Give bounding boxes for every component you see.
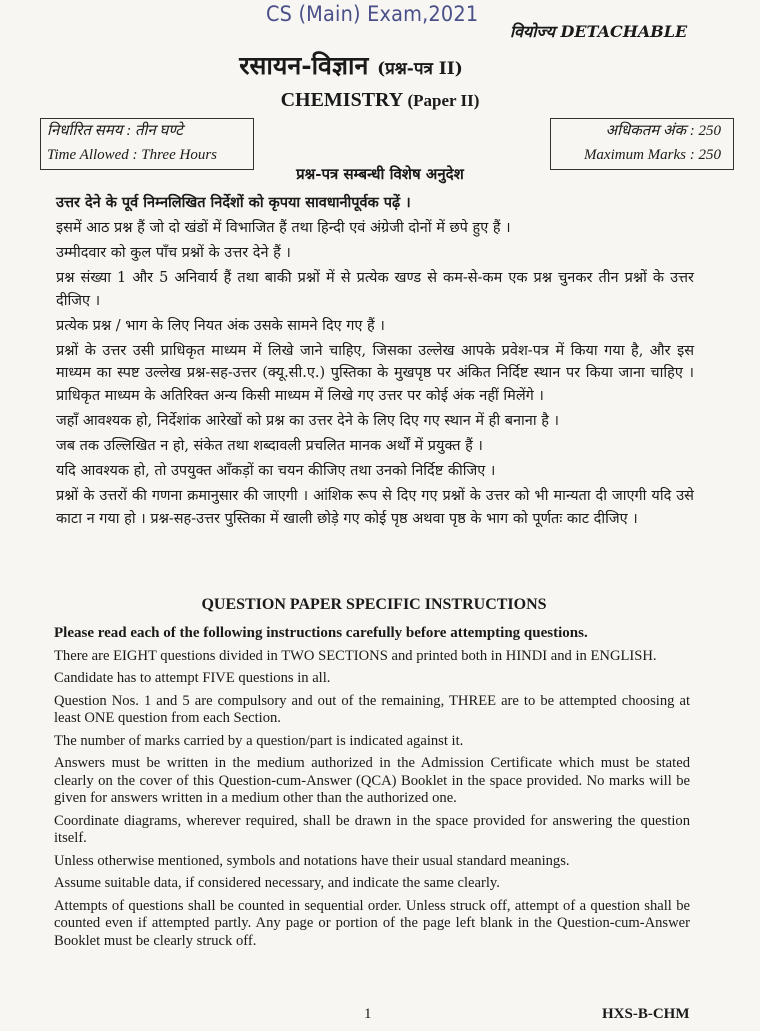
english-instruction: Candidate has to attempt FIVE questions in all.	[54, 670, 331, 687]
english-paper: (Paper II)	[407, 91, 480, 110]
english-instruction: Answers must be written in the medium authorized in the Admission Certificate which must be stated clearly on the cover of this Question-cum-Answer (QCA) Booklet in the space provided. No marks will be given for answers written in a medium other than the authorized one.	[54, 755, 690, 807]
english-title	[0, 89, 760, 112]
time-hindi: निर्धारित समय : तीन घण्टे	[47, 123, 183, 139]
hindi-instruction: यदि आवश्यक हो, तो उपयुक्त आँकड़ों का चयन कीजिए तथा उनको निर्दिष्ट कीजिए ।	[56, 463, 496, 480]
detachable-label: वियोज्य DETACHABLE	[510, 22, 688, 41]
english-instructions-heading: QUESTION PAPER SPECIFIC INSTRUCTIONS	[201, 596, 547, 613]
hindi-instruction: इसमें आठ प्रश्न हैं जो दो खंडों में विभाजित हैं तथा हिन्दी एवं अंग्रेजी दोनों में छपे हुए हैं ।	[56, 220, 511, 237]
marks-english: Maximum Marks : 250	[583, 147, 721, 163]
english-instructions	[54, 625, 690, 955]
hindi-subject: रसायन-विज्ञान	[239, 51, 369, 80]
english-subject: CHEMISTRY	[280, 89, 403, 111]
hindi-instruction: प्रश्नों के उत्तरों की गणना क्रमानुसार की जाएगी । आंशिक रूप से दिए गए प्रश्नों के उत्तर को भी मान्यता दी जाएगी यदि उसे काटा न गया हो । प्रश्न-सह-उत्तर पुस्तिका में खाली छोड़े गए कोई पृष्ठ अथवा पृष्ठ के भाग को पूर्णतः काट दीजिए ।	[56, 488, 694, 527]
hindi-instruction: प्रश्नों के उत्तर उसी प्राधिकृत माध्यम में लिखे जाने चाहिए, जिसका उल्लेख आपके प्रवेश-पत्र में किया गया है, और इस माध्यम का स्पष्ट उल्लेख प्रश्न-सह-उत्तर (क्यू.सी.ए.) पुस्तिका के मुखपृष्ठ पर अंकित निर्दिष्ट स्थान पर किया जाना चाहिए । प्राधिकृत माध्यम के अतिरिक्त अन्य किसी माध्यम में लिखे गए उत्तर पर कोई अंक नहीं मिलेंगे ।	[56, 342, 694, 404]
hindi-instruction: जब तक उल्लिखित न हो, संकेत तथा शब्दावली प्रचलित मानक अर्थों में प्रयुक्त हैं ।	[56, 438, 483, 455]
marks-hindi: अधिकतम अंक : 250	[605, 123, 721, 139]
english-instruction: Unless otherwise mentioned, symbols and notations have their usual standard meanings.	[54, 852, 570, 869]
english-lead: Please read each of the following instructions carefully before attempting questions.	[54, 625, 588, 641]
hindi-paper: (प्रश्न-पत्र II)	[377, 59, 463, 79]
handwritten-exam-note: CS (Main) Exam,2021	[266, 2, 479, 26]
hindi-instruction: जहाँ आवश्यक हो, निर्देशांक आरेखों को प्रश्न का उत्तर देने के लिए दिए गए स्थान में ही बनाना है ।	[56, 413, 560, 430]
hindi-instruction: प्रश्न संख्या 1 और 5 अनिवार्य हैं तथा बाकी प्रश्नों में से प्रत्येक खण्ड से कम-से-कम एक प्रश्न चुनकर तीन प्रश्नों के उत्तर दीजिए ।	[56, 270, 694, 309]
hindi-lead: उत्तर देने के पूर्व निम्नलिखित निर्देशों को कृपया सावधानीपूर्वक पढ़ें ।	[56, 194, 411, 211]
time-english: Time Allowed : Three Hours	[47, 147, 218, 163]
english-instruction: There are EIGHT questions divided in TWO SECTIONS and printed both in HINDI and in ENGLISH.	[54, 647, 657, 664]
hindi-instruction: प्रत्येक प्रश्न / भाग के लिए नियत अंक उसके सामने दिए गए हैं ।	[56, 317, 385, 334]
english-instruction: Attempts of questions shall be counted in sequential order. Unless struck off, attempt of a question shall be counted even if attempted partly. Any page or portion of the page left blank in the Question-cum-Answer Booklet must be clearly struck off.	[54, 897, 690, 949]
hindi-instructions	[56, 192, 694, 533]
hindi-instruction: उम्मीदवार को कुल पाँच प्रश्नों के उत्तर देने हैं ।	[56, 245, 291, 262]
hindi-instructions-heading: प्रश्न-पत्र सम्बन्धी विशेष अनुदेश	[296, 165, 464, 183]
hindi-title	[0, 48, 702, 82]
english-instruction: Assume suitable data, if considered necessary, and indicate the same clearly.	[54, 875, 500, 892]
time-allowed-box	[40, 118, 254, 170]
maximum-marks-box	[550, 118, 734, 170]
page-number: 1	[364, 1006, 372, 1022]
english-instruction: Question Nos. 1 and 5 are compulsory and out of the remaining, THREE are to be attempted choosing at least ONE question from each Section.	[54, 692, 690, 727]
english-instruction: Coordinate diagrams, wherever required, shall be drawn in the space provided for answering the question itself.	[54, 812, 690, 847]
english-instruction: The number of marks carried by a question/part is indicated against it.	[54, 732, 464, 749]
paper-code: HXS-B-CHM	[602, 1006, 690, 1022]
